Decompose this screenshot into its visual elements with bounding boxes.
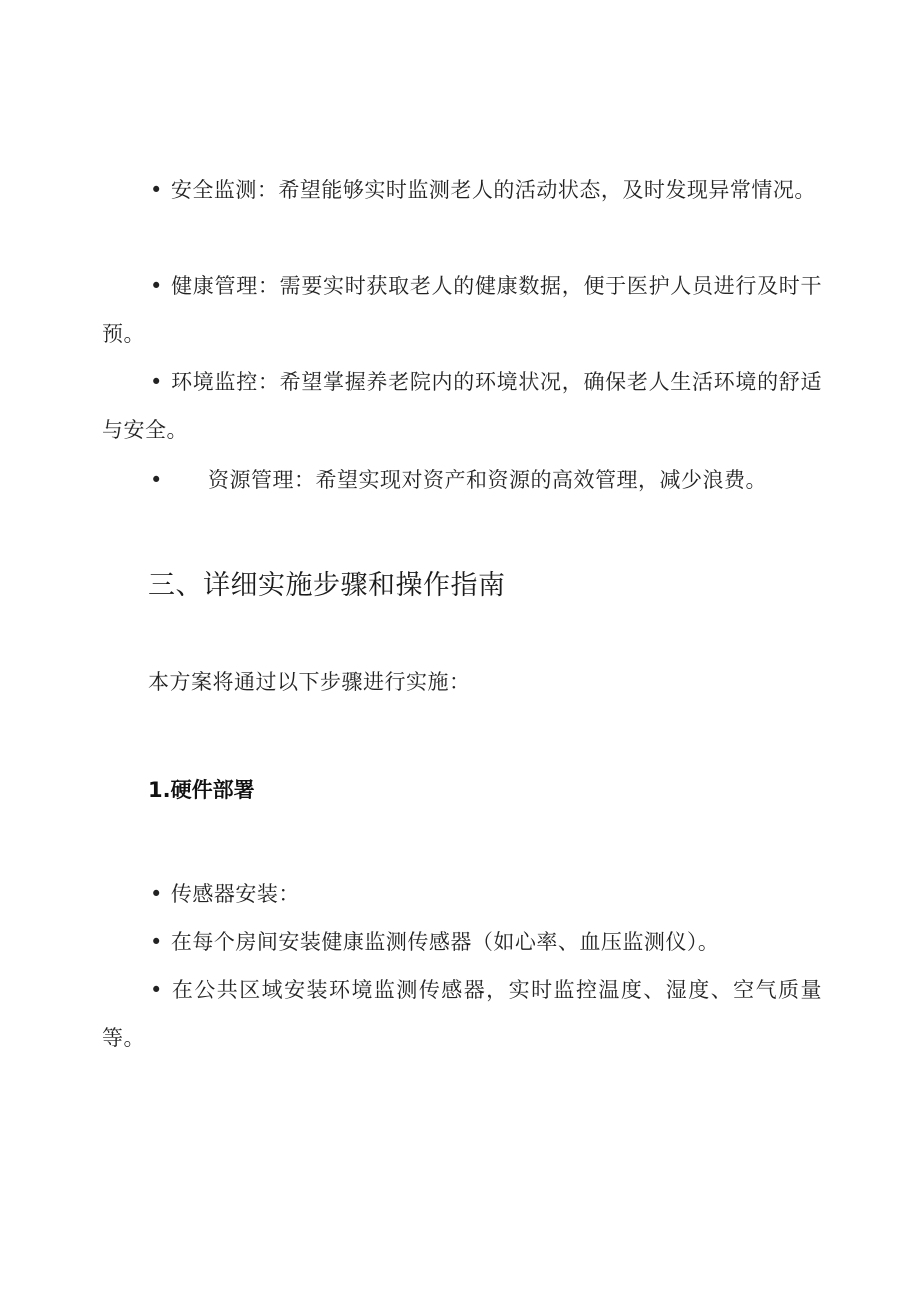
- need-item-text: 环境监控：希望掌握养老院内的环境状况，确保老人生活环境的舒适与安全。: [102, 370, 822, 442]
- step-item-public-sensors: [102, 966, 822, 1062]
- bullet-icon: •: [150, 370, 163, 394]
- need-item-environment: [102, 358, 822, 454]
- bullet-icon: •: [150, 882, 163, 906]
- bullet-icon: •: [150, 978, 163, 1002]
- step-item-text: 传感器安装：: [170, 882, 300, 906]
- step-item-text: 在公共区域安装环境监测传感器，实时监控温度、湿度、空气质量等。: [102, 978, 822, 1050]
- bullet-icon: •: [150, 178, 163, 202]
- intro-text: 本方案将通过以下步骤进行实施：: [148, 670, 471, 694]
- section-title: 三、详细实施步骤和操作指南: [148, 570, 506, 601]
- bullet-icon: •: [150, 930, 163, 954]
- step-item-sensor-install: [102, 870, 822, 918]
- bullet-icon: •: [150, 468, 163, 492]
- need-item-health: [102, 262, 822, 358]
- step-item-room-sensors: [102, 918, 822, 966]
- step-item-text: 在每个房间安装健康监测传感器（如心率、血压监测仪）。: [170, 930, 720, 954]
- need-item-text: 资源管理：希望实现对资产和资源的高效管理，减少浪费。: [208, 468, 767, 492]
- need-item-text: 安全监测：希望能够实时监测老人的活动状态，及时发现异常情况。: [170, 178, 816, 202]
- step-title: 1.硬件部署: [148, 778, 255, 802]
- need-item-safety: [102, 166, 822, 214]
- bullet-icon: •: [150, 274, 163, 298]
- need-item-text: 健康管理：需要实时获取老人的健康数据，便于医护人员进行及时干预。: [102, 274, 822, 346]
- need-item-resources: [102, 456, 822, 504]
